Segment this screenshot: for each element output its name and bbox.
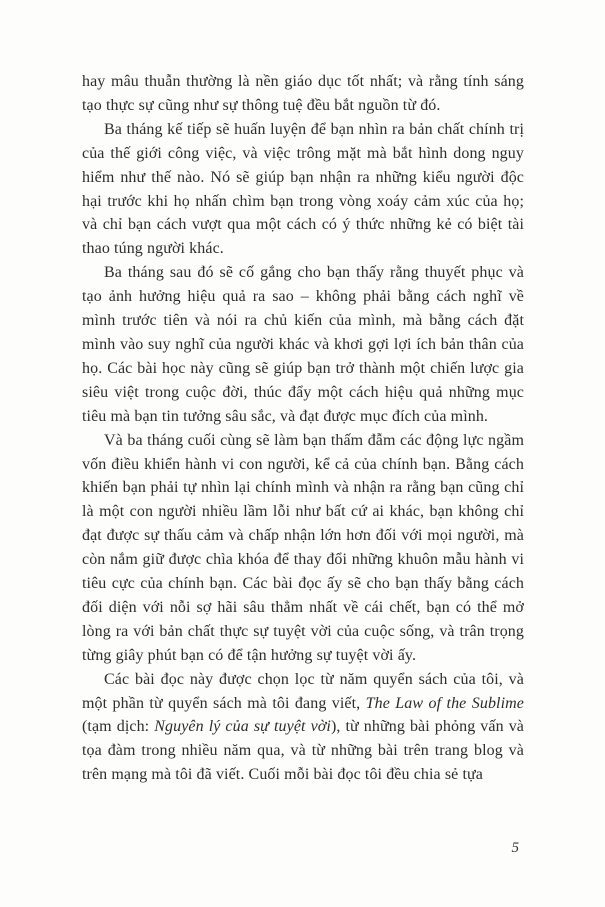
text-run: Ba tháng kế tiếp sẽ huấn luyện để bạn nhìn ra bản chất chính trị của thế giới công việc, và việc trông mặt mà bắt hình dong nguy hiểm như thế nào. Nó sẽ giúp bạn nhận ra những kiểu người độc hại trước khi họ nhấn chìm bạn trong vòng xoáy cảm xúc của họ; và chỉ bạn cách vượt qua một cách có ý thức những kẻ có biệt tài thao túng người khác. [82, 120, 524, 258]
text-run: Và ba tháng cuối cùng sẽ làm bạn thấm đẫm các động lực ngầm vốn điều khiển hành vi con người, kể cả của chính bạn. Bằng cách khiến bạn phải tự nhìn lại chính mình và nhận ra rằng bạn cũng chỉ là một con người nhiều lầm lỗi như bất cứ ai khác, bạn không chỉ đạt được sự thấu cảm và chấp nhận lớn hơn đối với mọi người, mà còn nắm giữ được chìa khóa để thay đổi những khuôn mẫu hành vi tiêu cực của chính bạn. Các bài đọc ấy sẽ cho bạn thấy bằng cách đối diện với nỗi sợ hãi sâu thẳm nhất về cái chết, bạn có thể mở lòng ra với bản chất thực sự tuyệt vời của cuộc sống, và trân trọng từng giây phút bạn có để tận hưởng sự tuyệt vời ấy. [82, 431, 524, 664]
page-number: 5 [511, 840, 519, 856]
text-run: hay mâu thuẫn thường là nền giáo dục tốt nhất; và rằng tính sáng tạo thực sự cũng như sự thông tuệ đều bắt nguồn từ đó. [82, 73, 524, 114]
paragraph-1 [82, 70, 524, 118]
italic-text-run: Nguyên lý của sự tuyệt vời [154, 718, 331, 736]
paragraph-4 [82, 429, 524, 668]
paragraph-2 [82, 118, 524, 261]
text-run: ), từ những bài phỏng vấn và tọa đàm trong nhiều năm qua, và từ những bài trên trang blog và trên mạng mà tôi đã viết. Cuối mỗi bài đọc tôi đều chia sẻ tựa [82, 718, 524, 784]
text-run: Các bài đọc này được chọn lọc từ năm quyển sách của tôi, và một phần từ quyển sách mà tôi đang viết, [82, 670, 524, 712]
paragraph-5 [82, 668, 524, 788]
text-run: (tạm dịch: [82, 718, 155, 736]
text-run: Ba tháng sau đó sẽ cố gắng cho bạn thấy rằng thuyết phục và tạo ảnh hưởng hiệu quả ra sao – không phải bằng cách nghĩ về mình trước tiên và nói ra chủ kiến của mình, mà bằng cách đặt mình vào suy nghĩ của người khác và khơi gợi lợi ích bản thân của họ. Các bài học này cũng sẽ giúp bạn trở thành một chiến lược gia siêu việt trong cuộc đời, thúc đẩy một cách hiệu quả những mục tiêu mà bạn tin tưởng sâu sắc, và đạt được mục đích của mình. [82, 264, 524, 425]
page-text [82, 70, 524, 787]
italic-text-run: The Law of the Sublime [365, 694, 524, 712]
paragraph-3 [82, 261, 524, 428]
